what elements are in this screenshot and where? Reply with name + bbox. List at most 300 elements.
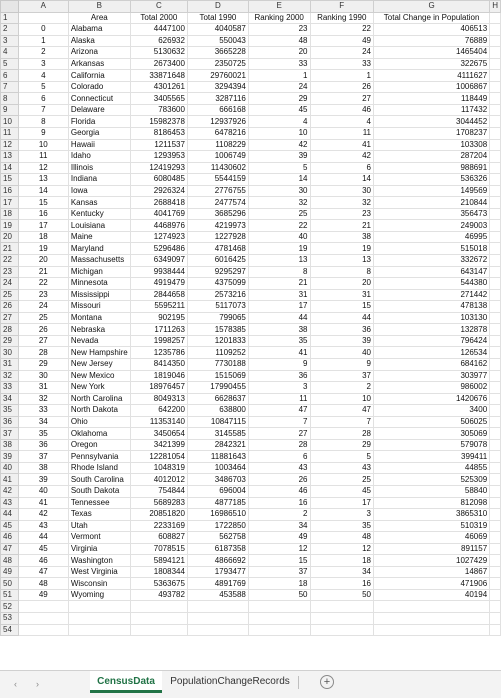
cell[interactable] xyxy=(18,612,68,624)
cell[interactable]: 49 xyxy=(248,532,310,544)
cell[interactable]: 132878 xyxy=(374,324,490,336)
column-header[interactable]: B xyxy=(68,1,130,13)
row-header[interactable]: 30 xyxy=(1,347,19,359)
cell[interactable] xyxy=(490,335,501,347)
cell[interactable]: 1227928 xyxy=(187,231,248,243)
cell[interactable]: 579078 xyxy=(374,439,490,451)
cell[interactable] xyxy=(187,612,248,624)
cell[interactable]: 103308 xyxy=(374,139,490,151)
cell[interactable]: 36 xyxy=(310,324,374,336)
cell[interactable]: 1006867 xyxy=(374,81,490,93)
cell[interactable] xyxy=(490,185,501,197)
cell[interactable]: 28 xyxy=(18,347,68,359)
row-header[interactable]: 21 xyxy=(1,243,19,255)
row-header[interactable]: 10 xyxy=(1,116,19,128)
cell[interactable] xyxy=(187,601,248,613)
cell[interactable]: 27 xyxy=(310,93,374,105)
cell[interactable] xyxy=(490,81,501,93)
cell[interactable]: 986002 xyxy=(374,382,490,394)
cell[interactable]: 9 xyxy=(248,358,310,370)
cell[interactable]: 26 xyxy=(18,324,68,336)
cell[interactable]: 9938444 xyxy=(130,266,187,278)
cell[interactable]: 891157 xyxy=(374,543,490,555)
cell[interactable]: 1 xyxy=(18,35,68,47)
row-header[interactable]: 49 xyxy=(1,566,19,578)
cell[interactable]: 50 xyxy=(248,589,310,601)
cell[interactable]: Georgia xyxy=(68,128,130,140)
cell[interactable] xyxy=(490,428,501,440)
cell[interactable]: 5894121 xyxy=(130,555,187,567)
cell[interactable] xyxy=(490,497,501,509)
cell[interactable]: 10 xyxy=(310,393,374,405)
cell[interactable] xyxy=(374,624,490,636)
cell[interactable]: 11881643 xyxy=(187,451,248,463)
cell[interactable] xyxy=(18,601,68,613)
cell[interactable]: 988691 xyxy=(374,162,490,174)
row-header[interactable]: 22 xyxy=(1,255,19,267)
cell[interactable]: 1027429 xyxy=(374,555,490,567)
cell[interactable]: 34 xyxy=(248,520,310,532)
cell[interactable]: 16 xyxy=(310,578,374,590)
cell[interactable] xyxy=(490,509,501,521)
cell[interactable]: 14 xyxy=(310,174,374,186)
cell[interactable]: 3685296 xyxy=(187,208,248,220)
cell[interactable]: Nebraska xyxy=(68,324,130,336)
cell[interactable]: Nevada xyxy=(68,335,130,347)
cell[interactable] xyxy=(490,347,501,359)
cell[interactable]: 40 xyxy=(310,347,374,359)
cell[interactable]: 22 xyxy=(18,278,68,290)
cell[interactable]: 46 xyxy=(18,555,68,567)
cell[interactable]: 24 xyxy=(248,81,310,93)
cell[interactable]: 15 xyxy=(310,301,374,313)
cell[interactable]: 14 xyxy=(248,174,310,186)
cell[interactable]: 5117073 xyxy=(187,301,248,313)
cell[interactable]: 7 xyxy=(310,416,374,428)
cell[interactable]: 25 xyxy=(248,208,310,220)
cell[interactable]: 32 xyxy=(18,393,68,405)
cell[interactable]: 37 xyxy=(18,451,68,463)
cell[interactable]: 23 xyxy=(18,289,68,301)
cell[interactable] xyxy=(310,624,374,636)
cell[interactable]: 1006749 xyxy=(187,151,248,163)
cell[interactable]: 2688418 xyxy=(130,197,187,209)
cell[interactable]: 19 xyxy=(18,243,68,255)
row-header[interactable]: 27 xyxy=(1,312,19,324)
cell[interactable]: 2 xyxy=(310,382,374,394)
cell[interactable]: 7 xyxy=(248,416,310,428)
cell[interactable]: 40 xyxy=(248,231,310,243)
cell[interactable] xyxy=(490,439,501,451)
column-title-cell[interactable]: Total 1990 xyxy=(187,12,248,24)
cell[interactable]: West Virginia xyxy=(68,566,130,578)
cell[interactable]: 149569 xyxy=(374,185,490,197)
cell[interactable] xyxy=(490,255,501,267)
cell[interactable]: North Dakota xyxy=(68,405,130,417)
row-header[interactable]: 9 xyxy=(1,104,19,116)
cell[interactable]: Missouri xyxy=(68,301,130,313)
cell[interactable]: 5 xyxy=(310,451,374,463)
cell[interactable] xyxy=(490,555,501,567)
cell[interactable]: 305069 xyxy=(374,428,490,440)
row-header[interactable]: 7 xyxy=(1,81,19,93)
cell[interactable]: Arkansas xyxy=(68,58,130,70)
row-header[interactable]: 11 xyxy=(1,128,19,140)
cell[interactable]: 3421399 xyxy=(130,439,187,451)
cell[interactable]: 13 xyxy=(310,255,374,267)
cell[interactable]: 1722850 xyxy=(187,520,248,532)
cell[interactable] xyxy=(490,197,501,209)
cell[interactable]: 39 xyxy=(248,151,310,163)
cell[interactable]: 39 xyxy=(18,474,68,486)
row-header[interactable]: 35 xyxy=(1,405,19,417)
cell[interactable] xyxy=(490,393,501,405)
cell[interactable]: 22 xyxy=(310,24,374,36)
cell[interactable]: 29 xyxy=(18,358,68,370)
cell[interactable]: 42 xyxy=(248,139,310,151)
cell[interactable]: 2350725 xyxy=(187,58,248,70)
cell[interactable]: 16 xyxy=(18,208,68,220)
row-header[interactable]: 23 xyxy=(1,266,19,278)
cell[interactable] xyxy=(310,601,374,613)
cell[interactable]: 2573216 xyxy=(187,289,248,301)
cell[interactable] xyxy=(490,208,501,220)
cell[interactable] xyxy=(490,543,501,555)
cell[interactable] xyxy=(490,405,501,417)
cell[interactable]: 3 xyxy=(310,509,374,521)
cell[interactable]: Washington xyxy=(68,555,130,567)
cell[interactable]: 12281054 xyxy=(130,451,187,463)
cell[interactable]: 25 xyxy=(310,474,374,486)
row-header[interactable]: 24 xyxy=(1,278,19,290)
row-header[interactable]: 36 xyxy=(1,416,19,428)
cell[interactable]: 3294394 xyxy=(187,81,248,93)
cell[interactable]: Minnesota xyxy=(68,278,130,290)
cell[interactable]: 13 xyxy=(18,174,68,186)
cell[interactable]: 666168 xyxy=(187,104,248,116)
cell[interactable] xyxy=(490,589,501,601)
cell[interactable]: 47 xyxy=(18,566,68,578)
cell[interactable]: 4301261 xyxy=(130,81,187,93)
cell[interactable] xyxy=(130,624,187,636)
cell[interactable]: 6187358 xyxy=(187,543,248,555)
cell[interactable]: 37 xyxy=(310,370,374,382)
row-header[interactable]: 38 xyxy=(1,439,19,451)
cell[interactable]: 506025 xyxy=(374,416,490,428)
row-header[interactable]: 13 xyxy=(1,151,19,163)
cell[interactable] xyxy=(490,174,501,186)
cell[interactable]: 29760021 xyxy=(187,70,248,82)
cell[interactable]: 43 xyxy=(248,462,310,474)
cell[interactable]: 29 xyxy=(310,439,374,451)
cell[interactable]: 6628637 xyxy=(187,393,248,405)
cell[interactable]: 1003464 xyxy=(187,462,248,474)
cell[interactable]: 608827 xyxy=(130,532,187,544)
cell[interactable]: 47 xyxy=(248,405,310,417)
cell[interactable]: 46 xyxy=(248,485,310,497)
cell[interactable]: Alaska xyxy=(68,35,130,47)
cell[interactable]: 36 xyxy=(248,370,310,382)
row-header[interactable]: 32 xyxy=(1,370,19,382)
cell[interactable]: 12419293 xyxy=(130,162,187,174)
cell[interactable] xyxy=(490,128,501,140)
cell[interactable]: 783600 xyxy=(130,104,187,116)
cell[interactable]: Tennessee xyxy=(68,497,130,509)
cell[interactable]: 26 xyxy=(310,81,374,93)
cell[interactable]: 1808344 xyxy=(130,566,187,578)
cell[interactable]: 515018 xyxy=(374,243,490,255)
cell[interactable]: 799065 xyxy=(187,312,248,324)
cell[interactable] xyxy=(490,578,501,590)
cell[interactable]: 453588 xyxy=(187,589,248,601)
cell[interactable] xyxy=(490,601,501,613)
cell[interactable]: 76889 xyxy=(374,35,490,47)
cell[interactable]: 8049313 xyxy=(130,393,187,405)
cell[interactable]: 34 xyxy=(310,566,374,578)
cell[interactable]: 5595211 xyxy=(130,301,187,313)
cell[interactable]: 2926324 xyxy=(130,185,187,197)
cell[interactable]: Maine xyxy=(68,231,130,243)
cell[interactable]: 8186453 xyxy=(130,128,187,140)
cell[interactable]: 46069 xyxy=(374,532,490,544)
cell[interactable] xyxy=(490,312,501,324)
cell[interactable]: 2233169 xyxy=(130,520,187,532)
cell[interactable]: Oregon xyxy=(68,439,130,451)
cell[interactable] xyxy=(310,612,374,624)
cell[interactable]: 19 xyxy=(248,243,310,255)
cell[interactable]: 33 xyxy=(18,405,68,417)
cell[interactable]: Colorado xyxy=(68,81,130,93)
cell[interactable]: 27 xyxy=(18,335,68,347)
row-header[interactable]: 42 xyxy=(1,485,19,497)
cell[interactable]: 27 xyxy=(248,428,310,440)
cell[interactable]: 48 xyxy=(248,35,310,47)
cell[interactable]: Hawaii xyxy=(68,139,130,151)
cell[interactable] xyxy=(490,116,501,128)
cell[interactable]: 17 xyxy=(310,497,374,509)
row-header[interactable]: 34 xyxy=(1,393,19,405)
row-header[interactable]: 43 xyxy=(1,497,19,509)
column-header[interactable]: E xyxy=(248,1,310,13)
cell[interactable]: 33 xyxy=(310,58,374,70)
cell[interactable]: 58840 xyxy=(374,485,490,497)
cell[interactable]: 2673400 xyxy=(130,58,187,70)
cell[interactable]: 626932 xyxy=(130,35,187,47)
cell[interactable]: 356473 xyxy=(374,208,490,220)
cell[interactable]: 3400 xyxy=(374,405,490,417)
cell[interactable]: 1211537 xyxy=(130,139,187,151)
cell[interactable]: 5130632 xyxy=(130,47,187,59)
row-header[interactable]: 54 xyxy=(1,624,19,636)
cell[interactable]: 4781468 xyxy=(187,243,248,255)
cell[interactable]: 41 xyxy=(248,347,310,359)
cell[interactable] xyxy=(68,601,130,613)
cell[interactable]: 32 xyxy=(248,197,310,209)
cell[interactable] xyxy=(490,358,501,370)
cell[interactable]: 8 xyxy=(310,266,374,278)
cell[interactable]: Massachusetts xyxy=(68,255,130,267)
cell[interactable]: 17990455 xyxy=(187,382,248,394)
cell[interactable]: Maryland xyxy=(68,243,130,255)
cell[interactable]: 696004 xyxy=(187,485,248,497)
cell[interactable]: 4012012 xyxy=(130,474,187,486)
cell[interactable]: South Carolina xyxy=(68,474,130,486)
cell[interactable]: 642200 xyxy=(130,405,187,417)
column-title-cell[interactable]: Total 2000 xyxy=(130,12,187,24)
cell[interactable]: 4891769 xyxy=(187,578,248,590)
cell[interactable]: New Mexico xyxy=(68,370,130,382)
add-sheet-button[interactable]: + xyxy=(320,675,334,689)
row-header[interactable]: 25 xyxy=(1,289,19,301)
cell[interactable]: 1711263 xyxy=(130,324,187,336)
row-header[interactable]: 28 xyxy=(1,324,19,336)
cell[interactable]: 6478216 xyxy=(187,128,248,140)
cell[interactable]: 493782 xyxy=(130,589,187,601)
cell[interactable]: 42 xyxy=(18,509,68,521)
cell[interactable]: 6 xyxy=(248,451,310,463)
cell[interactable]: 902195 xyxy=(130,312,187,324)
cell[interactable]: Vermont xyxy=(68,532,130,544)
cell[interactable]: 8 xyxy=(18,116,68,128)
cell[interactable] xyxy=(130,601,187,613)
cell[interactable]: 103130 xyxy=(374,312,490,324)
row-header[interactable]: 31 xyxy=(1,358,19,370)
cell[interactable]: 6080485 xyxy=(130,174,187,186)
cell[interactable]: 23 xyxy=(310,208,374,220)
cell[interactable]: 471906 xyxy=(374,578,490,590)
cell[interactable]: Louisiana xyxy=(68,220,130,232)
cell[interactable]: 21 xyxy=(248,278,310,290)
cell[interactable]: 1048319 xyxy=(130,462,187,474)
cell[interactable]: 33 xyxy=(248,58,310,70)
cell[interactable]: 44 xyxy=(310,312,374,324)
row-header[interactable]: 5 xyxy=(1,58,19,70)
row-header[interactable]: 14 xyxy=(1,162,19,174)
cell[interactable]: 1998257 xyxy=(130,335,187,347)
cell[interactable]: 4375099 xyxy=(187,278,248,290)
cell[interactable]: 10847115 xyxy=(187,416,248,428)
cell[interactable]: 7 xyxy=(18,104,68,116)
cell[interactable] xyxy=(248,624,310,636)
cell[interactable]: 478138 xyxy=(374,301,490,313)
cell[interactable] xyxy=(490,532,501,544)
cell[interactable]: 303977 xyxy=(374,370,490,382)
cell[interactable]: 40 xyxy=(18,485,68,497)
cell[interactable]: 287204 xyxy=(374,151,490,163)
cell[interactable]: 23 xyxy=(248,24,310,36)
cell[interactable]: 2477574 xyxy=(187,197,248,209)
cell[interactable]: 4219973 xyxy=(187,220,248,232)
cell[interactable]: 16986510 xyxy=(187,509,248,521)
cell[interactable]: 4468976 xyxy=(130,220,187,232)
column-header[interactable]: H xyxy=(490,1,501,13)
cell[interactable]: 12937926 xyxy=(187,116,248,128)
cell[interactable]: 8 xyxy=(248,266,310,278)
cell[interactable]: 5544159 xyxy=(187,174,248,186)
cell[interactable]: 4 xyxy=(248,116,310,128)
cell[interactable]: 544380 xyxy=(374,278,490,290)
row-header[interactable]: 48 xyxy=(1,555,19,567)
cell[interactable]: 37 xyxy=(248,566,310,578)
cell[interactable] xyxy=(490,485,501,497)
cell[interactable]: 11430602 xyxy=(187,162,248,174)
row-header[interactable]: 52 xyxy=(1,601,19,613)
cell[interactable]: 10 xyxy=(248,128,310,140)
row-header[interactable]: 50 xyxy=(1,578,19,590)
cell[interactable]: 4 xyxy=(18,70,68,82)
cell[interactable]: 41 xyxy=(18,497,68,509)
next-sheet-button[interactable]: › xyxy=(36,679,39,689)
cell[interactable]: Rhode Island xyxy=(68,462,130,474)
cell[interactable]: 1274923 xyxy=(130,231,187,243)
cell[interactable]: 812098 xyxy=(374,497,490,509)
cell[interactable]: North Carolina xyxy=(68,393,130,405)
cell[interactable] xyxy=(490,520,501,532)
row-header[interactable]: 20 xyxy=(1,231,19,243)
column-header[interactable]: C xyxy=(130,1,187,13)
cell[interactable]: 638800 xyxy=(187,405,248,417)
cell[interactable]: 42 xyxy=(310,151,374,163)
cell[interactable]: 21 xyxy=(310,220,374,232)
row-header[interactable]: 12 xyxy=(1,139,19,151)
cell[interactable]: 16 xyxy=(248,497,310,509)
cell[interactable]: 5296486 xyxy=(130,243,187,255)
cell[interactable]: 4111627 xyxy=(374,70,490,82)
cell[interactable]: 26 xyxy=(248,474,310,486)
column-title-cell[interactable]: Ranking 1990 xyxy=(310,12,374,24)
cell[interactable]: 796424 xyxy=(374,335,490,347)
cell[interactable]: 1108229 xyxy=(187,139,248,151)
cell[interactable]: 11353140 xyxy=(130,416,187,428)
cell[interactable] xyxy=(490,266,501,278)
cell[interactable]: 684162 xyxy=(374,358,490,370)
cell[interactable] xyxy=(490,474,501,486)
cell[interactable] xyxy=(490,139,501,151)
row-header[interactable]: 41 xyxy=(1,474,19,486)
cell[interactable] xyxy=(490,58,501,70)
row-header[interactable]: 19 xyxy=(1,220,19,232)
cell[interactable]: 8414350 xyxy=(130,358,187,370)
cell[interactable] xyxy=(490,382,501,394)
cell[interactable]: Utah xyxy=(68,520,130,532)
cell[interactable]: 30 xyxy=(18,370,68,382)
cell[interactable]: 562758 xyxy=(187,532,248,544)
cell[interactable]: 22 xyxy=(248,220,310,232)
cell[interactable]: Ohio xyxy=(68,416,130,428)
cell[interactable]: 25 xyxy=(18,312,68,324)
row-header[interactable]: 17 xyxy=(1,197,19,209)
cell[interactable]: 12 xyxy=(310,543,374,555)
cell[interactable]: 34 xyxy=(18,416,68,428)
cell[interactable]: 5363675 xyxy=(130,578,187,590)
cell[interactable]: 1708237 xyxy=(374,128,490,140)
cell[interactable]: Connecticut xyxy=(68,93,130,105)
cell[interactable] xyxy=(490,278,501,290)
row-header[interactable]: 40 xyxy=(1,462,19,474)
row-header[interactable]: 47 xyxy=(1,543,19,555)
cell[interactable]: 44 xyxy=(248,312,310,324)
tab-populationchangerecords[interactable]: PopulationChangeRecords xyxy=(170,676,290,687)
cell[interactable]: 31 xyxy=(18,382,68,394)
cell[interactable] xyxy=(490,370,501,382)
cell[interactable]: 643147 xyxy=(374,266,490,278)
cell[interactable]: 2 xyxy=(18,47,68,59)
cell[interactable]: 44855 xyxy=(374,462,490,474)
cell[interactable]: 210844 xyxy=(374,197,490,209)
cell[interactable] xyxy=(490,243,501,255)
cell[interactable]: 1235786 xyxy=(130,347,187,359)
cell[interactable]: 6016425 xyxy=(187,255,248,267)
